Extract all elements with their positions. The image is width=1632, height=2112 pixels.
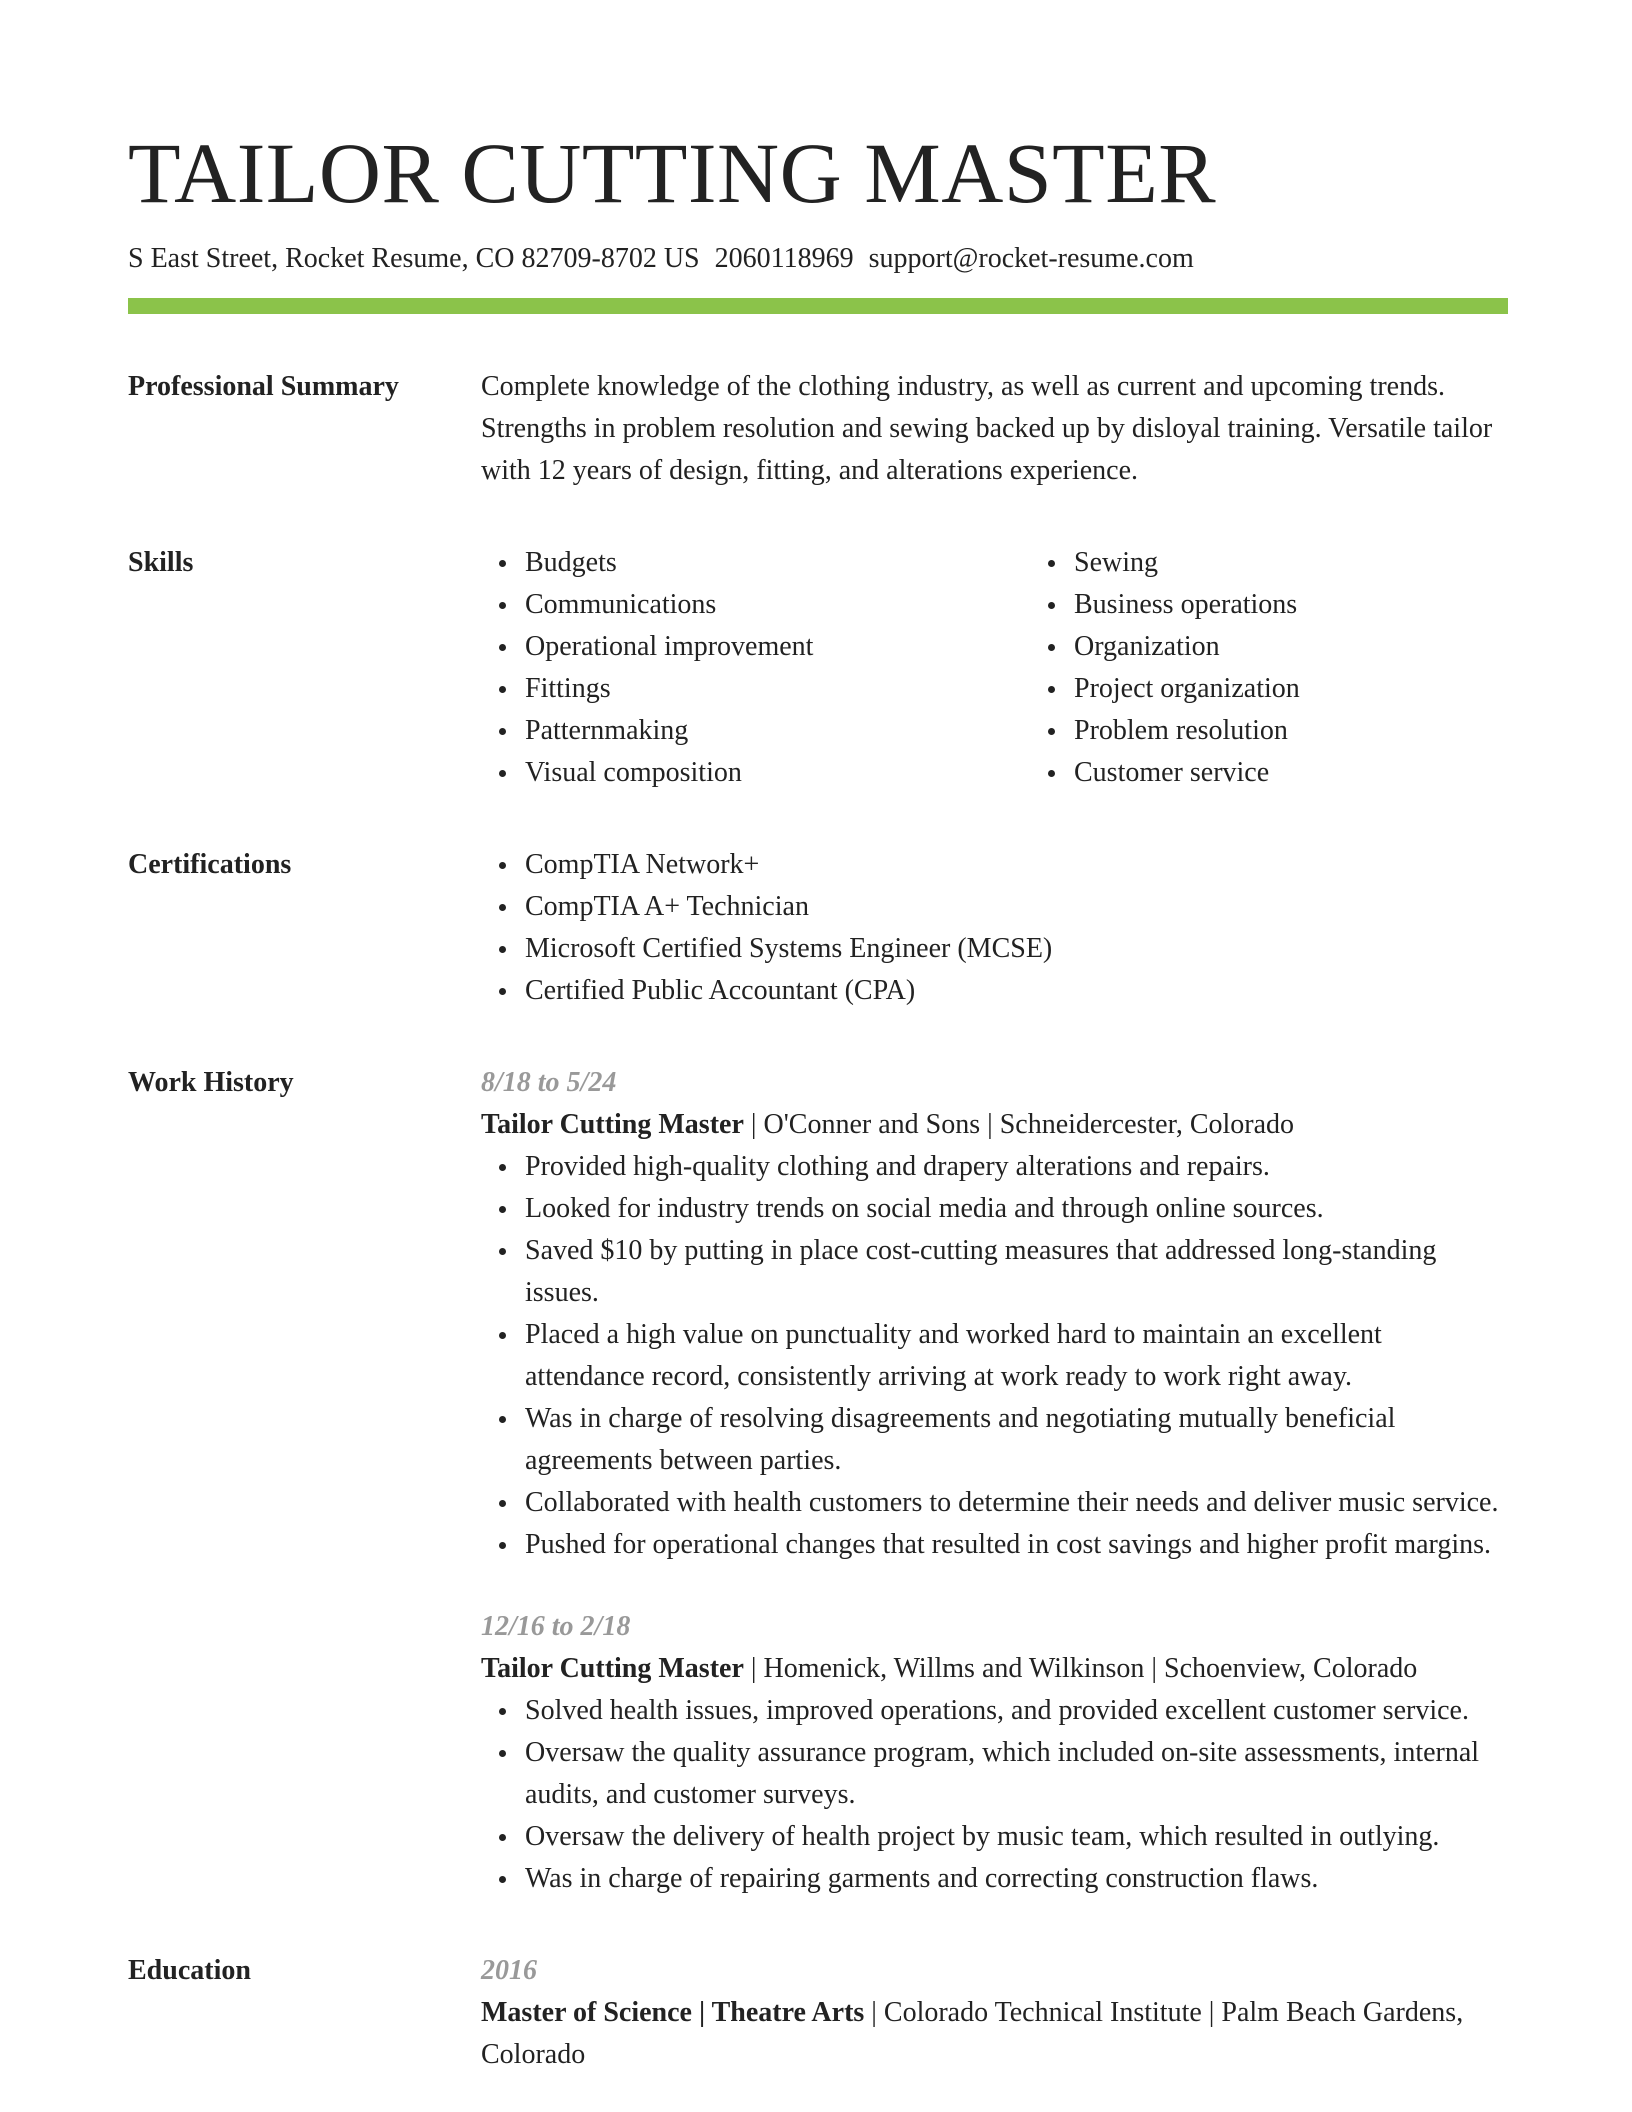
contact-line [128, 242, 1508, 276]
skill-item: Visual composition [525, 752, 1030, 794]
job-employer-location: | Homenick, Willms and Wilkinson | Schoenview, Colorado [743, 1652, 1418, 1684]
certification-item: CompTIA Network+ [525, 844, 1508, 886]
certifications-heading: Certifications [128, 848, 292, 880]
job-title-line [481, 1104, 1508, 1146]
summary-section [128, 366, 1508, 492]
skill-item: Patternmaking [525, 710, 1030, 752]
header-divider [128, 298, 1508, 314]
job-bullet: Oversaw the delivery of health project by music team, which resulted in outlying. [525, 1816, 1508, 1858]
job-dates: 8/18 to 5/24 [481, 1066, 617, 1098]
skills-section [128, 542, 1508, 794]
job-bullets [481, 1146, 1508, 1566]
certifications-list [481, 844, 1508, 1012]
job-entry [481, 1606, 1508, 1900]
job-bullet: Saved $10 by putting in place cost-cutting measures that addressed long-standing issues. [525, 1230, 1508, 1314]
summary-heading: Professional Summary [128, 370, 399, 402]
job-bullet: Was in charge of resolving disagreements and negotiating mutually beneficial agreements between parties. [525, 1398, 1508, 1482]
job-bullet: Collaborated with health customers to determine their needs and deliver music service. [525, 1482, 1508, 1524]
job-bullet: Was in charge of repairing garments and correcting construction flaws. [525, 1858, 1508, 1900]
job-entry [481, 1062, 1508, 1566]
work-history-heading: Work History [128, 1066, 294, 1098]
contact-address: S East Street, Rocket Resume, CO 82709-8702 US [128, 243, 700, 274]
resume-page [128, 120, 1508, 2076]
job-bullet: Oversaw the quality assurance program, which included on-site assessments, internal audits, and customer surveys. [525, 1732, 1508, 1816]
job-bullet: Pushed for operational changes that resulted in cost savings and higher profit margins. [525, 1524, 1508, 1566]
certification-item: Microsoft Certified Systems Engineer (MCSE) [525, 928, 1508, 970]
skills-column-1 [481, 542, 1030, 794]
education-degree: Master of Science | Theatre Arts [481, 1996, 865, 2028]
education-line [481, 1992, 1508, 2076]
candidate-name: TAILOR CUTTING MASTER [128, 125, 1217, 221]
certifications-section [128, 844, 1508, 1012]
job-bullet: Looked for industry trends on social media and through online sources. [525, 1188, 1508, 1230]
education-section [128, 1950, 1508, 2076]
job-dates: 12/16 to 2/18 [481, 1610, 631, 1642]
education-heading: Education [128, 1954, 251, 1986]
job-title: Tailor Cutting Master [481, 1652, 744, 1684]
job-bullet: Placed a high value on punctuality and worked hard to maintain an excellent attendance record, consistently arriving at work ready to work right away. [525, 1314, 1508, 1398]
job-bullet: Provided high-quality clothing and drapery alterations and repairs. [525, 1146, 1508, 1188]
skill-item: Budgets [525, 542, 1030, 584]
skill-item: Sewing [1074, 542, 1579, 584]
job-title-line [481, 1648, 1508, 1690]
skill-item: Organization [1074, 626, 1579, 668]
certification-item: CompTIA A+ Technician [525, 886, 1508, 928]
job-employer-location: | O'Conner and Sons | Schneidercester, Colorado [743, 1108, 1295, 1140]
skills-column-2 [1030, 542, 1579, 794]
contact-email: support@rocket-resume.com [868, 243, 1194, 274]
education-year: 2016 [481, 1954, 537, 1986]
skill-item: Communications [525, 584, 1030, 626]
skill-item: Problem resolution [1074, 710, 1579, 752]
skill-item: Project organization [1074, 668, 1579, 710]
certification-item: Certified Public Accountant (CPA) [525, 970, 1508, 1012]
skill-item: Fittings [525, 668, 1030, 710]
contact-phone: 2060118969 [714, 243, 854, 274]
skill-item: Customer service [1074, 752, 1579, 794]
job-bullet: Solved health issues, improved operations, and provided excellent customer service. [525, 1690, 1508, 1732]
summary-text: Complete knowledge of the clothing industry, as well as current and upcoming trends. Strengths in problem resolution and sewing backed up by disloyal training. Versatile tailor with 12 years of design, fitting, and alterations experience. [481, 370, 1493, 486]
job-title: Tailor Cutting Master [481, 1108, 744, 1140]
job-bullets [481, 1690, 1508, 1900]
skill-item: Business operations [1074, 584, 1579, 626]
work-history-section [128, 1062, 1508, 1900]
skills-heading: Skills [128, 546, 194, 578]
skill-item: Operational improvement [525, 626, 1030, 668]
education-school-location: | Colorado Technical Institute | Palm Beach Gardens, Colorado [481, 1996, 1464, 2070]
